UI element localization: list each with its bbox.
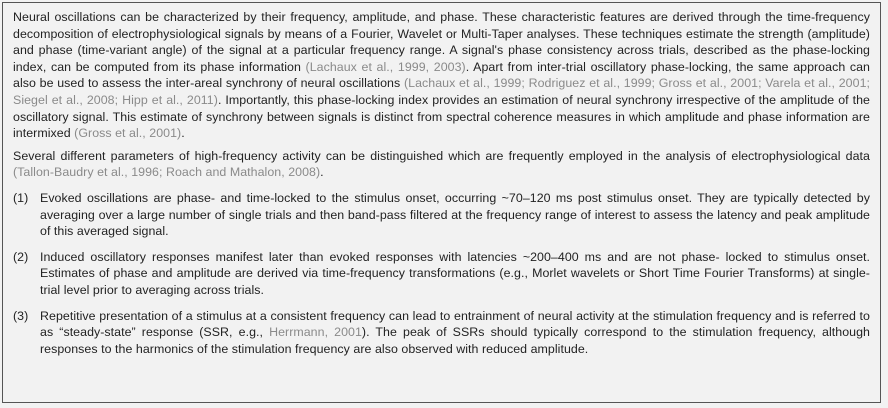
text-box bbox=[2, 2, 881, 403]
list-item-evoked bbox=[13, 190, 870, 240]
paragraph-text: ). The peak of SSRs should typically correspond to the stimulation frequency, although responses to the harmonics of the stimulation frequency are also observed with reduced amplitude. bbox=[40, 325, 870, 356]
list-item-induced bbox=[13, 249, 870, 299]
list-number: (1) bbox=[13, 190, 29, 205]
paragraph-parameters bbox=[13, 148, 870, 181]
paragraph-text: Evoked oscillations are phase- and time-locked to the stimulus onset, occurring ~70–120 ms post stimulus onset. They are typically detected by averaging over a large number of single trials and then band-pass filtered at the frequency range of interest to assess the latency and peak amplitude of this averaged signal. bbox=[40, 190, 870, 239]
paragraph-text: Neural oscillations can be characterized by their frequency, amplitude, and phase. These characteristic features are derived through the time-frequency decomposition of electrophysiological signals by means of a Fourier, Wavelet or Multi-Taper analyses. These techniques estimate the strength (amplitude) and phase (time-variant angle) of the signal at a particular frequency range. A signal's phase consistency across trials, described as the phase-locking index, can be computed from its phase information bbox=[13, 10, 870, 74]
citation-link[interactable]: (Lachaux et al., 1999; Rodriguez et al., 1999; Gross et al., 2001; Varela et al., 2001; Siegel et al., 2008; Hipp et al., 2011) bbox=[13, 76, 871, 107]
paragraph-text: . Apart from inter-trial oscillatory phase-locking, the same approach can also be used to assess the inter-areal synchrony of neural oscillations bbox=[13, 59, 871, 91]
paragraph-text: . bbox=[320, 165, 324, 180]
paragraph-text: Several different parameters of high-frequency activity can be distinguished which are frequently employed in the analysis of electrophysiological data bbox=[13, 148, 870, 163]
list-item-text bbox=[40, 308, 870, 358]
citation-link[interactable]: (Tallon-Baudry et al., 1996; Roach and Mathalon, 2008) bbox=[13, 165, 321, 180]
paragraph-text: . Importantly, this phase-locking index provides an estimation of neural synchrony irrespective of the amplitude of the oscillatory signal. This estimate of synchrony between signals is distinct from spectral coherence measures in which amplitude and phase information are intermixed bbox=[13, 92, 870, 141]
list-item-text bbox=[40, 190, 870, 240]
citation-link[interactable]: (Lachaux et al., 1999, 2003) bbox=[305, 59, 466, 74]
citation-link[interactable]: Herrmann, 2001 bbox=[269, 325, 362, 340]
list-number: (3) bbox=[13, 308, 29, 323]
paragraph-phase-locking bbox=[13, 9, 870, 142]
paragraph-text: Repetitive presentation of a stimulus at a consistent frequency can lead to entrainment of neural activity at the stimulation frequency and is referred to as “steady-state” response (SSR, e.g., bbox=[40, 308, 870, 340]
list-item-steady-state bbox=[13, 308, 870, 358]
paragraph-text: Induced oscillatory responses manifest later than evoked responses with latencies ~200–400 ms and are not phase- locked to stimulus onset. Estimates of phase and amplitude are derived via time-frequency transformations (e.g., Morlet wavelets or Short Time Fourier Transforms) at single-trial level prior to averaging across trials. bbox=[40, 249, 870, 297]
citation-link[interactable]: (Gross et al., 2001) bbox=[74, 126, 182, 141]
list-item-text bbox=[40, 249, 870, 299]
list-number: (2) bbox=[13, 249, 29, 264]
paragraph-text: . bbox=[181, 126, 185, 141]
